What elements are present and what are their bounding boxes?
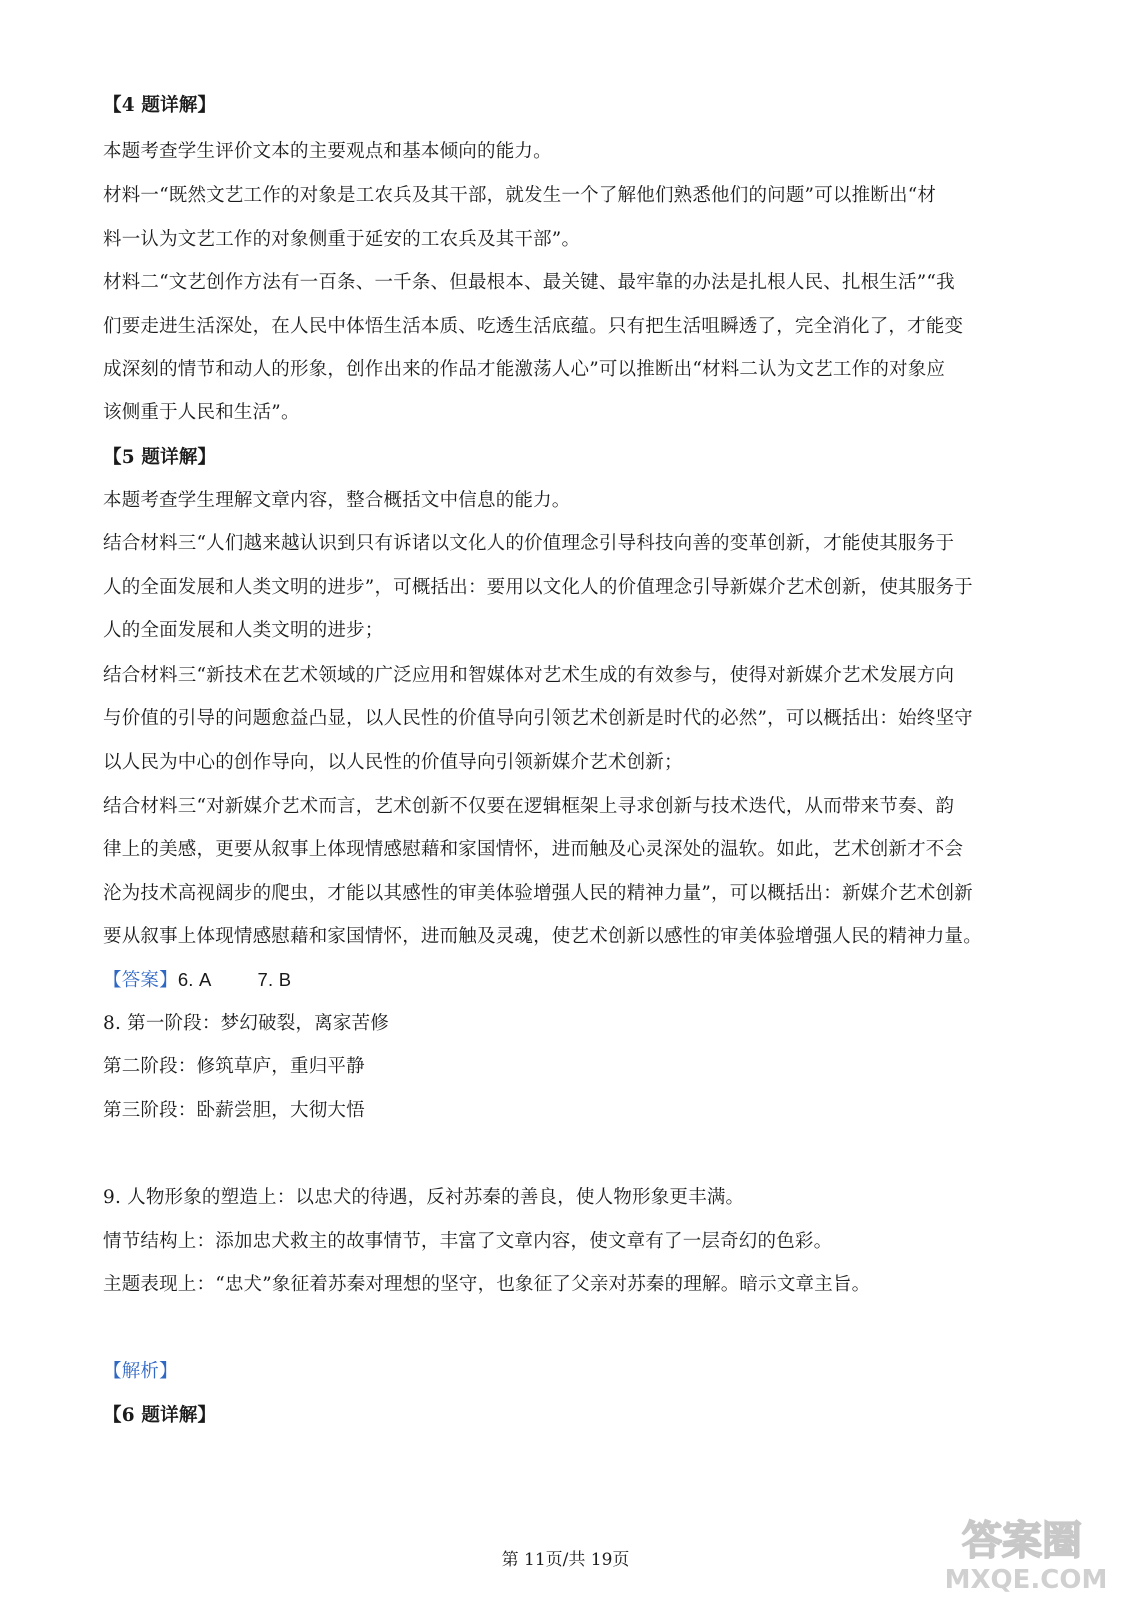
section4-line-3: 料一认为文艺工作的对象侧重于延安的工农兵及其干部”。 (103, 229, 581, 250)
section5-line-2: 结合材料三“人们越来越认识到只有诉诸以文化人的价值理念引导科技向善的变革创新，才能使其服务于 (103, 533, 955, 554)
section4-line-5: 们要走进生活深处，在人民中体悟生活本质、吃透生活底蕴。只有把生活咀瞬透了，完全消化了，才能变 (103, 316, 964, 337)
section6-heading: 【6 题详解】 (103, 1405, 217, 1426)
section4-line-2: 材料一“既然文艺工作的对象是工农兵及其干部，就发生一个了解他们熟悉他们的问题”可以推断出“材 (103, 185, 937, 206)
section5-line-3: 人的全面发展和人类文明的进步”，可概括出：要用以文化人的价值理念引导新媒介艺术创新，使其服务于 (103, 577, 973, 598)
section5-line-1: 本题考查学生理解文章内容，整合概括文中信息的能力。 (103, 490, 571, 511)
answer-label: 【答案】 (103, 970, 178, 991)
section4-line-6: 成深刻的情节和动人的形象，创作出来的作品才能激荡人心”可以推断出“材料二认为文艺工作的对象应 (103, 359, 946, 380)
section4-line-7: 该侧重于人民和生活”。 (103, 402, 300, 423)
section5-line-4: 人的全面发展和人类文明的进步； (103, 620, 384, 641)
answer-line (103, 968, 1023, 993)
section5-heading: 【5 题详解】 (103, 447, 217, 468)
answer-q7: 7. B (257, 969, 292, 990)
q8-line-3: 第三阶段：卧薪尝胆，大彻大悟 (103, 1100, 365, 1121)
section5-line-7: 以人民为中心的创作导向，以人民性的价值导向引领新媒介艺术创新； (103, 752, 683, 773)
answer-q6: 6. A (177, 969, 212, 990)
section4-heading: 【4 题详解】 (103, 95, 217, 116)
q8-line-2: 第二阶段：修筑草庐，重归平静 (103, 1056, 365, 1077)
watermark-logo (930, 1508, 1110, 1594)
watermark-bottom-text: MXQE.COM (944, 1565, 1108, 1594)
analysis-label: 【解析】 (103, 1361, 178, 1382)
section5-line-9: 律上的美感，更要从叙事上体现情感慰藉和家国情怀，进而触及心灵深处的温软。如此，艺术创新才不会 (103, 839, 964, 860)
section5-line-5: 结合材料三“新技术在艺术领域的广泛应用和智媒体对艺术生成的有效参与，使得对新媒介艺术发展方向 (103, 665, 955, 686)
section4-line-4: 材料二“文艺创作方法有一百条、一千条、但最根本、最关键、最牢靠的办法是扎根人民、扎根生活”“我 (103, 272, 955, 293)
section4-line-1: 本题考查学生评价文本的主要观点和基本倾向的能力。 (103, 141, 552, 162)
section5-line-10: 沦为技术高视阔步的爬虫，才能以其感性的审美体验增强人民的精神力量”，可以概括出：新媒介艺术创新 (103, 883, 973, 904)
section5-line-8: 结合材料三“对新媒介艺术而言，艺术创新不仅要在逻辑框架上寻求创新与技术迭代，从而带来节奏、韵 (103, 796, 955, 817)
q9-line-1: 9. 人物形象的塑造上：以忠犬的待遇，反衬苏秦的善良，使人物形象更丰满。 (103, 1187, 745, 1208)
q9-line-2: 情节结构上：添加忠犬救主的故事情节，丰富了文章内容，使文章有了一层奇幻的色彩。 (103, 1231, 833, 1252)
q8-line-1: 8. 第一阶段：梦幻破裂，离家苦修 (103, 1013, 389, 1034)
q9-line-3: 主题表现上：“忠犬”象征着苏秦对理想的坚守，也象征了父亲对苏秦的理解。暗示文章主旨。 (103, 1274, 871, 1295)
section5-line-6: 与价值的引导的问题愈益凸显，以人民性的价值导向引领艺术创新是时代的必然”，可以概括出：始终坚守 (103, 708, 973, 729)
page-number: 第 11页/共 19页 (501, 1550, 630, 1570)
watermark-top-text: 答案圈 (962, 1518, 1082, 1564)
section5-line-11: 要从叙事上体现情感慰藉和家国情怀，进而触及灵魂，使艺术创新以感性的审美体验增强人民的精神力量。 (103, 926, 982, 947)
